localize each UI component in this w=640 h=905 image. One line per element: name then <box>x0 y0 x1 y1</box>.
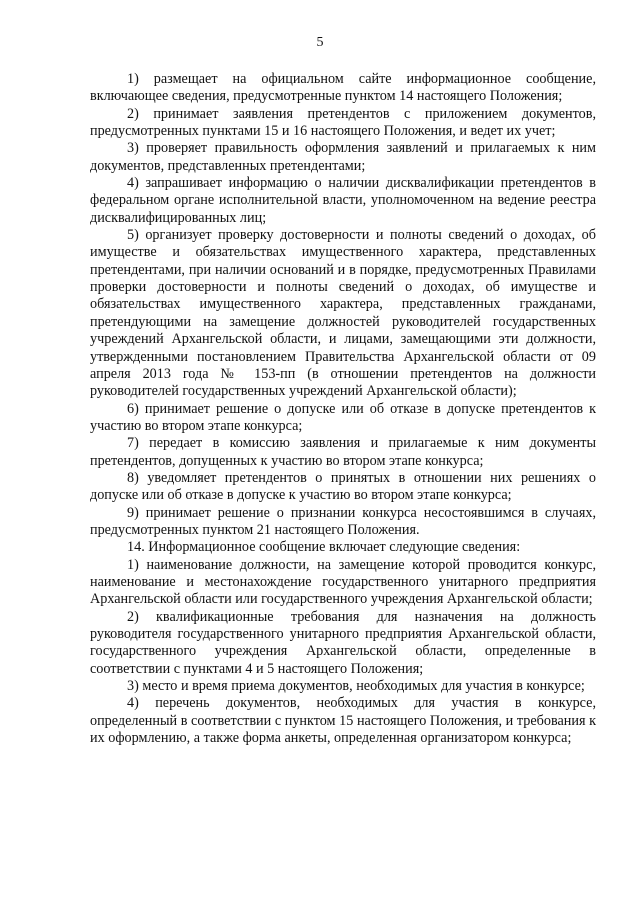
paragraph: 5) организует проверку достоверности и полноты сведений о доходах, об имуществе и обязательствах имущественного характера, представленных претендентами, при наличии оснований и в порядке, предусмотренных Правилами проверки достоверности и полноты сведений о доходах, об имуществе и обязательствах имущественного характера, представленных гражданами, претендующими на замещение должностей руководителей государственных учреждений Архангельской области, и лицами, замещающими эти должности, утвержденными постановлением Правительства Архангельской области от 09 апреля 2013 года № 153-пп (в отношении претендентов на должности руководителей государственных учреждений Архангельской области); <box>90 227 596 400</box>
paragraph: 1) размещает на официальном сайте информационное сообщение, включающее сведения, предусмотренные пунктом 14 настоящего Положения; <box>90 71 596 105</box>
paragraph: 2) квалификационные требования для назначения на должность руководителя государственного унитарного предприятия Архангельской области, государственного учреждения Архангельской области, определенные в соответствии с пунктами 4 и 5 настоящего Положения; <box>90 608 596 677</box>
paragraph: 7) передает в комиссию заявления и прилагаемые к ним документы претендентов, допущенных к участию во втором этапе конкурса; <box>90 435 596 469</box>
paragraph: 8) уведомляет претендентов о принятых в отношении них решениях о допуске или об отказе в допуске к участию во втором этапе конкурса; <box>90 469 596 504</box>
paragraph: 1) наименование должности, на замещение которой проводится конкурс, наименование и местонахождение государственного унитарного предприятия Архангельской области или государственного учреждения Архангельской области; <box>90 556 596 608</box>
page-number: 5 <box>316 35 324 50</box>
paragraph: 14. Информационное сообщение включает следующие сведения: <box>127 539 521 556</box>
paragraph: 2) принимает заявления претендентов с приложением документов, предусмотренных пунктами 15 и 16 настоящего Положения, и ведет их учет; <box>90 105 596 140</box>
text-body <box>90 71 596 747</box>
paragraph: 3) проверяет правильность оформления заявлений и прилагаемых к ним документов, представленных претендентами; <box>90 140 596 174</box>
paragraph: 6) принимает решение о допуске или об отказе в допуске претендентов к участию во втором этапе конкурса; <box>90 400 596 434</box>
paragraph: 3) место и время приема документов, необходимых для участия в конкурсе; <box>127 678 585 695</box>
paragraph: 4) перечень документов, необходимых для участия в конкурсе, определенный в соответствии с пунктом 15 настоящего Положения, и требования к их оформлению, а также форма анкеты, определенная организатором конкурса; <box>90 695 596 747</box>
paragraph: 4) запрашивает информацию о наличии дисквалификации претендентов в федеральном органе исполнительной власти, уполномоченном на ведение реестра дисквалифицированных лиц; <box>90 175 596 226</box>
paragraph: 9) принимает решение о признании конкурса несостоявшимся в случаях, предусмотренных пунктом 21 настоящего Положения. <box>90 504 596 538</box>
